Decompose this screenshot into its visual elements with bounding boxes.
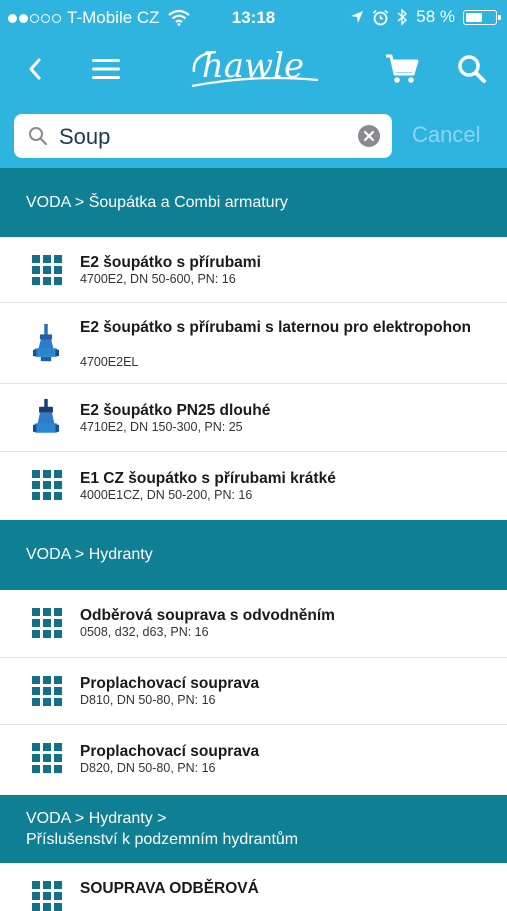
item-subtitle: 0508, d32, d63, PN: 16 (80, 625, 209, 639)
carrier-name: T-Mobile CZ (67, 8, 160, 27)
magnifier-icon (28, 126, 48, 146)
list-item[interactable] (0, 384, 507, 452)
hawle-logo (186, 44, 320, 94)
chevron-left-icon (27, 57, 43, 81)
clear-search-button[interactable] (358, 125, 380, 147)
navigation-bar (0, 36, 507, 102)
item-title: E2 šoupátko s přírubami (80, 254, 261, 271)
list-item[interactable] (0, 452, 507, 520)
battery-percentage: 58 % (416, 7, 455, 26)
cart-button[interactable] (382, 36, 422, 102)
status-right (350, 7, 497, 27)
list-item[interactable] (0, 590, 507, 658)
item-subtitle: 4700E2EL (80, 355, 139, 369)
grid-icon (32, 608, 62, 638)
section-header (0, 795, 507, 863)
battery-fill (466, 13, 482, 22)
item-title: Proplachovací souprava (80, 743, 260, 760)
item-title: Proplachovací souprava (80, 675, 260, 692)
list-item[interactable] (0, 303, 507, 384)
item-title: E2 šoupátko PN25 dlouhé (80, 402, 271, 419)
section-header (0, 520, 507, 590)
back-button[interactable] (20, 36, 50, 102)
valve-icon (33, 322, 59, 364)
grid-icon (32, 676, 62, 706)
section-title-line: Příslušenství k podzemním hydrantům (26, 831, 299, 848)
section-title (26, 808, 298, 850)
cancel-button[interactable]: Cancel (412, 122, 481, 147)
search-bar (0, 102, 507, 168)
section-title: VODA > Šoupátka a Combi armatury (26, 193, 288, 211)
search-icon (457, 54, 487, 84)
status-time: 13:18 (231, 8, 276, 27)
bluetooth-icon (397, 8, 408, 26)
grid-icon (32, 881, 62, 911)
valve-icon (33, 397, 59, 439)
section-title-line: VODA > Hydranty > (26, 810, 167, 827)
logo-text: hawle (201, 46, 305, 86)
item-subtitle: 4000E1CZ, DN 50-200, PN: 16 (80, 488, 253, 502)
item-subtitle: D820, DN 50-80, PN: 16 (80, 761, 216, 775)
section-title: VODA > Hydranty (26, 546, 153, 563)
status-bar (0, 0, 507, 36)
item-subtitle: 4700E2, DN 50-600, PN: 16 (80, 272, 236, 286)
item-title: E2 šoupátko s přírubami s laternou pro elektropohon (80, 319, 472, 336)
list-item[interactable] (0, 237, 507, 303)
battery-icon (463, 10, 497, 25)
search-button[interactable] (452, 36, 492, 102)
menu-button[interactable] (86, 36, 126, 102)
location-arrow-icon (350, 10, 364, 24)
search-input[interactable]: Soup (59, 124, 111, 149)
grid-icon (32, 470, 62, 500)
item-title: Odběrová souprava s odvodněním (80, 607, 335, 624)
hamburger-menu-icon (90, 57, 122, 81)
search-field[interactable] (14, 114, 392, 158)
grid-icon (32, 743, 62, 773)
grid-icon (32, 255, 62, 285)
item-subtitle: D810, DN 50-80, PN: 16 (80, 693, 216, 707)
shopping-cart-icon (385, 53, 419, 85)
item-title: SOUPRAVA ODBĚROVÁ (80, 880, 259, 897)
close-icon (358, 125, 380, 147)
logo-swoosh-icon (186, 44, 320, 94)
alarm-clock-icon (372, 9, 389, 26)
list-item[interactable] (0, 863, 507, 900)
section-header (0, 168, 507, 237)
list-item[interactable] (0, 725, 507, 795)
item-subtitle: 4710E2, DN 150-300, PN: 25 (80, 420, 243, 434)
item-title: E1 CZ šoupátko s přírubami krátké (80, 470, 336, 487)
list-item[interactable] (0, 658, 507, 725)
